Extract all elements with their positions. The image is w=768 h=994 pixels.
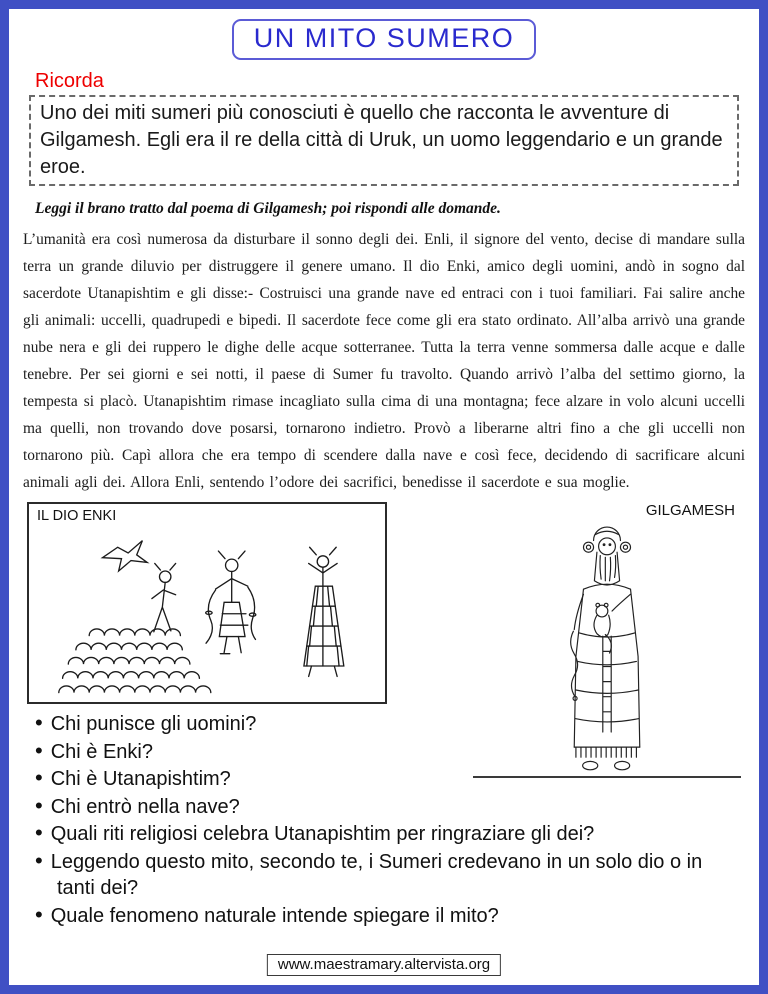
page-title: UN MITO SUMERO: [232, 19, 537, 60]
enki-caption: IL DIO ENKI: [37, 508, 117, 524]
question-item: • Quali riti religiosi celebra Utanapishtim per ringraziare gli dei?: [35, 820, 741, 848]
enki-illustration: [29, 514, 385, 704]
gilgamesh-caption: GILGAMESH: [645, 502, 735, 519]
question-item: • Chi entrò nella nave?: [35, 793, 741, 821]
intro-box: Uno dei miti sumeri più conosciuti è quello che racconta le avventure di Gilgamesh. Egli era il re della città di Uruk, un uomo leggendario e un grande eroe.: [29, 95, 739, 186]
story-paragraph: L’umanità era così numerosa da disturbare il sonno degli dei. Enli, il signore del vento, decise di mandare sulla terra un grande diluvio per distruggere il genere umano. Il dio Enki, amico degli uomini, andò in sogno dal sacerdote Utanapishtim e gli disse:- Costruisci una grande nave ed entraci con i tuoi familiari. Fai salire anche gli animali: uccelli, quadrupedi e bipedi. Il sacerdote fece come gli era stato ordinato. All’alba arrivò una grande nube nera e gli dei ruppero le dighe delle acque sotterranee. Tutta la terra venne sommersa dalle acque e dalle tenebre. Per sei giorni e sei notti, il paese di Sumer fu travolto. Quando arrivò l’alba del settimo giorno, la tempesta si placò. Utanapishtim rimase incagliato sulla cima di una montagna; fece alzare in volo alcuni uccelli ma quelli, non trovando dove posarsi, tornarono indietro. Provò a liberarne altri fino a che gli uccelli non tornarono più. Capì allora che era tempo di scendere dalla nave e così fece, decidendo di sacrificare alcuni animali agli dei. Allora Enli, sentendo l’odore dei sacrifici, benedisse il sacerdote e sua moglie.: [23, 231, 745, 491]
ricorda-label: Ricorda: [35, 70, 104, 92]
question-item: • Leggendo questo mito, secondo te, i Sumeri credevano in un solo dio o in tanti dei?: [35, 848, 741, 902]
footer-url: www.maestramary.altervista.org: [267, 954, 501, 976]
question-item: • Chi punisce gli uomini?: [35, 710, 741, 738]
bottom-section: [27, 502, 741, 929]
question-item: • Chi è Enki?: [35, 738, 741, 766]
gilgamesh-illustration: [531, 522, 683, 774]
instruction-text: Leggi il brano tratto dal poema di Gilgamesh; poi rispondi alle domande.: [35, 200, 501, 217]
question-item: • Chi è Utanapishtim?: [35, 765, 741, 793]
question-item: • Quale fenomeno naturale intende spiegare il mito?: [35, 902, 741, 930]
enki-figure: [27, 502, 387, 704]
gilgamesh-figure: [473, 502, 741, 778]
